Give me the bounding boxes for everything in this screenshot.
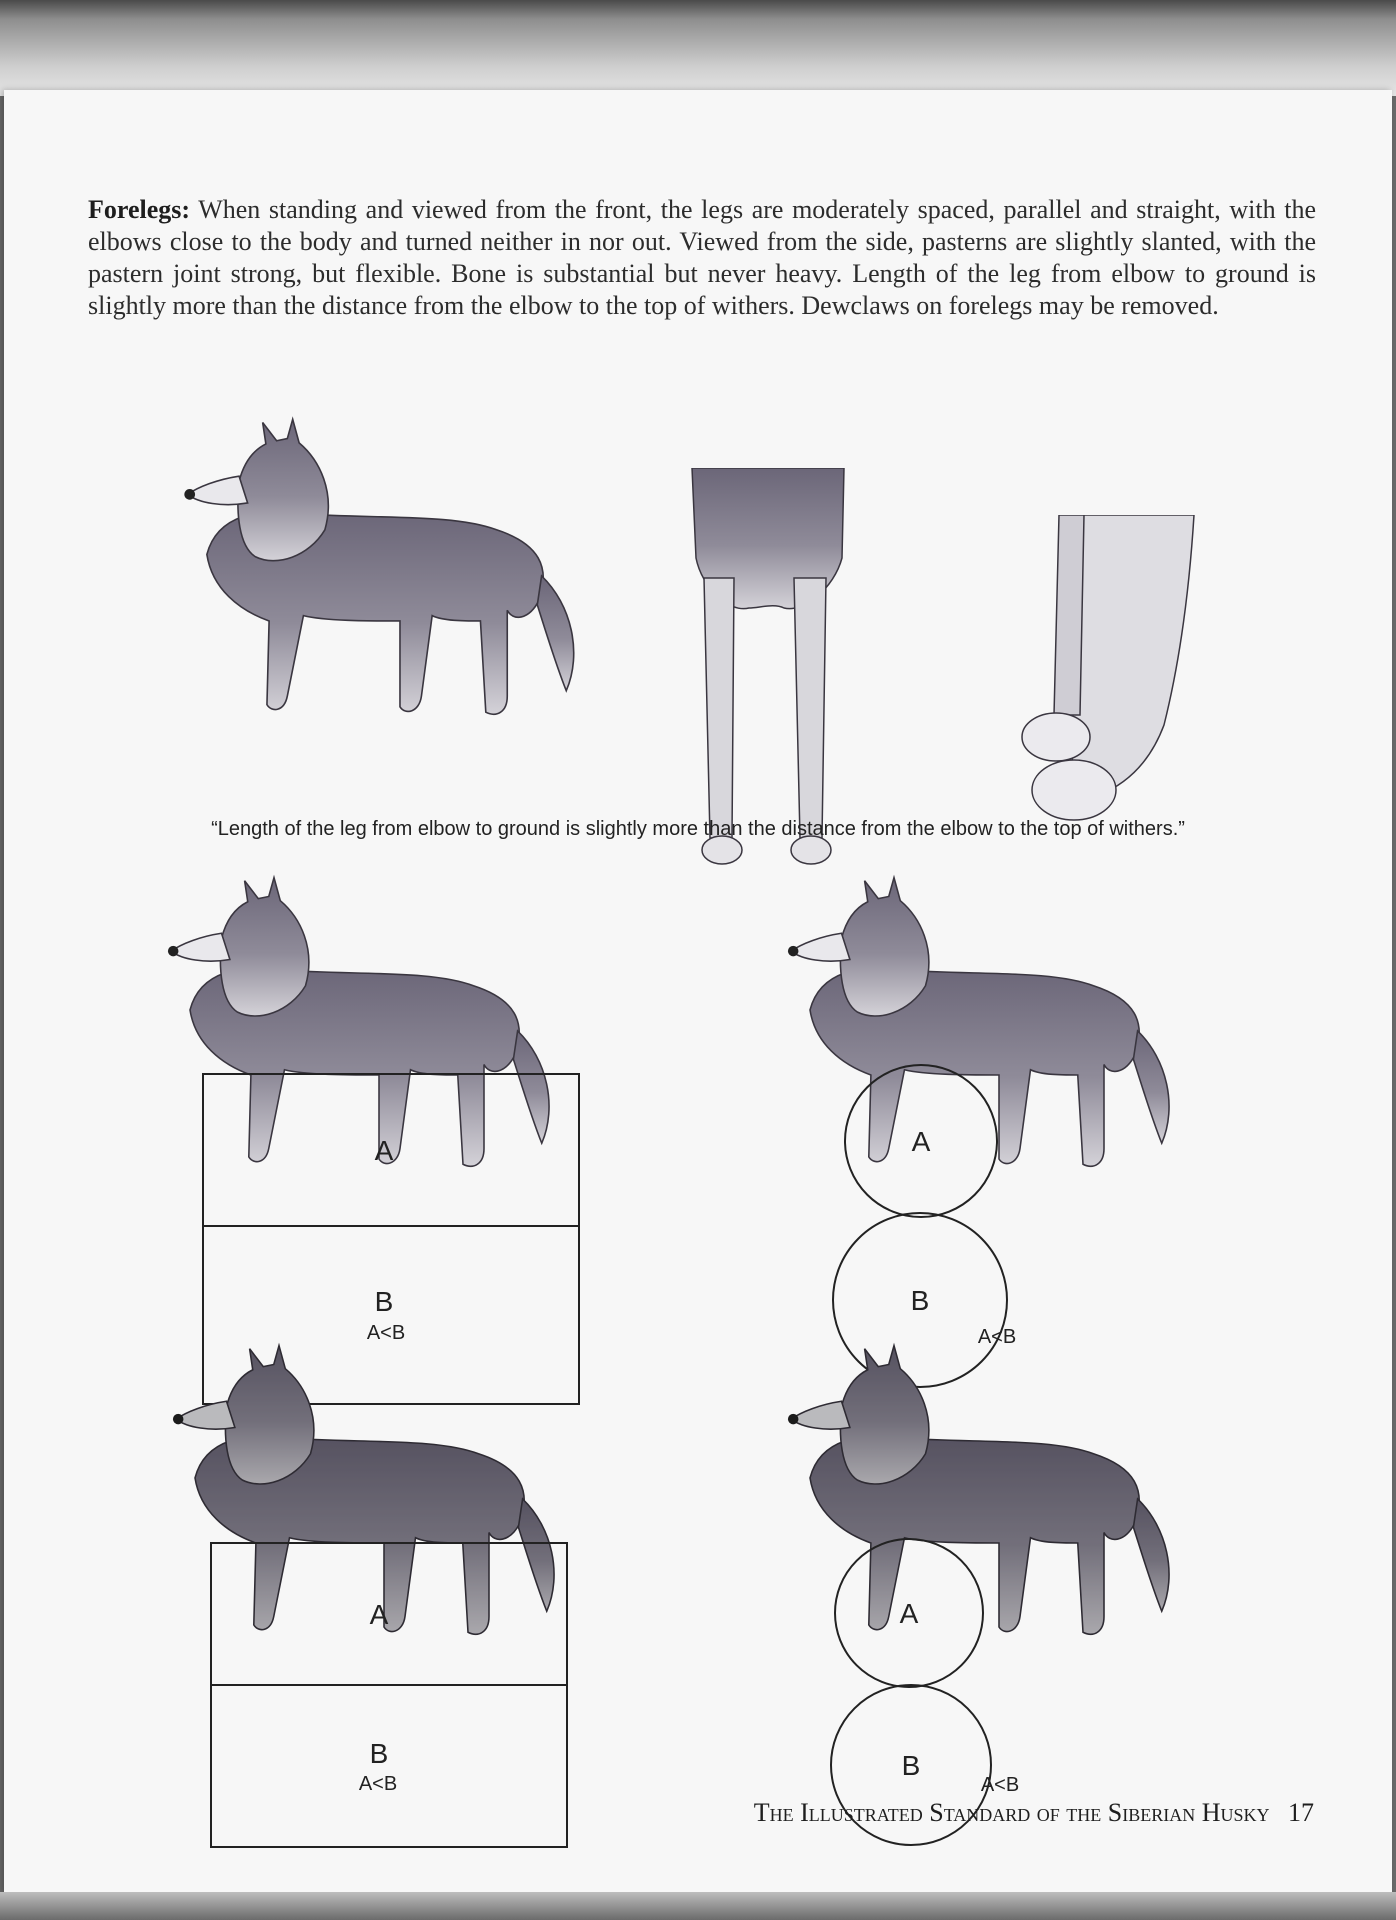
paragraph-heading: Forelegs:: [88, 195, 191, 224]
ratio-label-2: A<B: [977, 1326, 1017, 1348]
forelegs-paragraph: [88, 194, 1316, 322]
scan-shadow-bottom: [0, 1892, 1396, 1920]
box-a-label: A: [369, 1599, 389, 1630]
circle-b-label: B: [901, 1750, 921, 1781]
ratio-label-3: A<B: [358, 1773, 398, 1795]
circle-b-label: B: [910, 1285, 930, 1316]
quote-caption: “Length of the leg from elbow to ground is slightly more than the distance from the elbow to the top of withers.”: [211, 818, 1185, 840]
scan-shadow-top: [0, 0, 1396, 96]
husky-pastern-side-illustration: [1014, 515, 1204, 855]
circle-a-label: A: [911, 1126, 931, 1157]
box-b: [211, 1685, 567, 1847]
husky-side-view-illustration: [74, 340, 634, 810]
circle-a-label: A: [899, 1598, 919, 1629]
box-b-label: B: [374, 1286, 394, 1317]
box-a-label: A: [374, 1135, 394, 1166]
paragraph-text: When standing and viewed from the front, the legs are moderately spaced, parallel and straight, with the elbows close to the body and turned neither in nor out. Viewed from the side, pasterns are slightly slanted, with the pastern joint strong, but flexible. Bone is substantial but never heavy. Length of the leg from elbow to ground is slightly more than the distance from the elbow to the top of withers. Dewclaws on forelegs may be removed.: [88, 195, 1317, 320]
running-footer: [704, 1798, 1314, 1828]
box-b-label: B: [369, 1738, 389, 1769]
ratio-label-4: A<B: [980, 1774, 1020, 1796]
book-page: [4, 90, 1392, 1894]
book-title: The Illustrated Standard of the Siberian Husky: [753, 1798, 1270, 1827]
ratio-label-1: A<B: [366, 1322, 406, 1344]
page-number: 17: [1288, 1798, 1314, 1827]
